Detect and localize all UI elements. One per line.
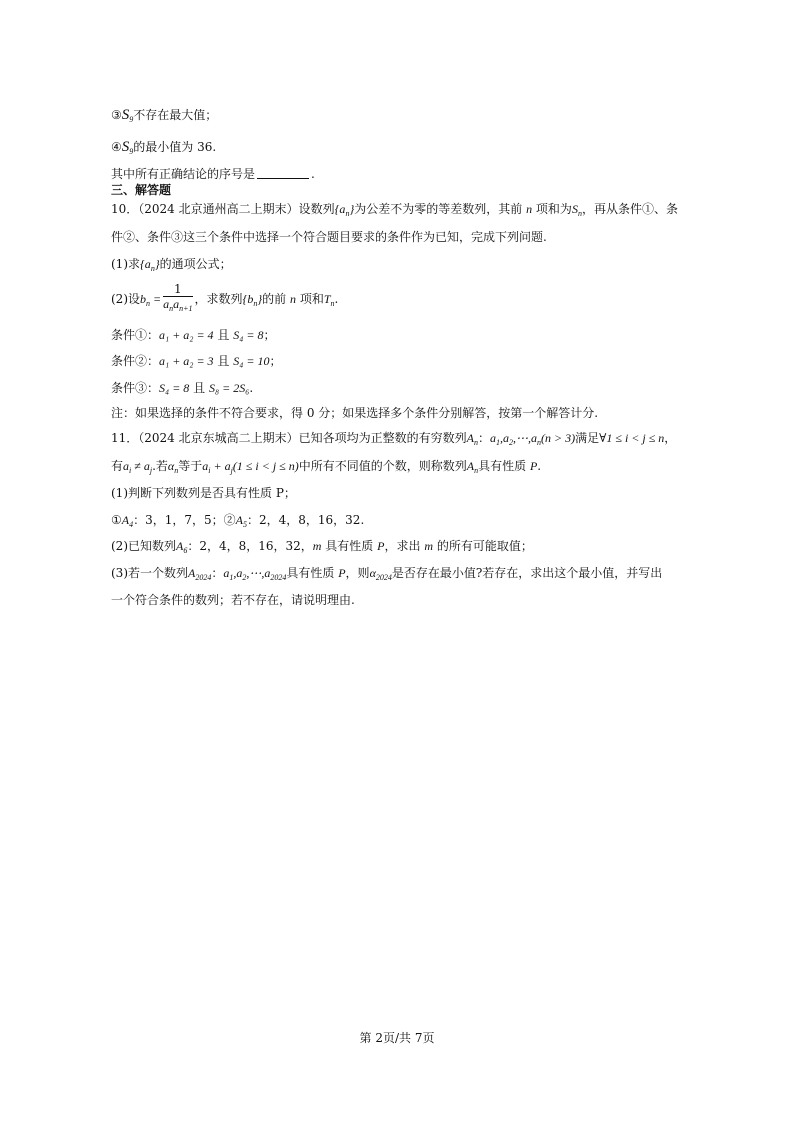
seq-An: $A_n$ — [466, 431, 478, 447]
s9-symbol: $S_9$ — [121, 107, 134, 124]
bn-def: $b_n$ = — [140, 292, 162, 308]
seq-A6: $A_6$ — [176, 539, 188, 555]
q11-t1: 满足 — [575, 431, 600, 445]
seq-An-2: $A_n$ — [466, 459, 479, 475]
var-sn: $S_n$ — [571, 202, 582, 218]
seq-an: $\{a_n\}$ — [334, 202, 355, 218]
alpha-n: $\alpha_n$ — [167, 459, 179, 475]
q10-t2: 项和为 — [535, 202, 572, 216]
q10-part2: (2)设$b_n$ = $\frac{1}{a_na_{n+1}}$ ，求数列$\{b_n\}$的前 n 项和$T_n$. — [111, 283, 338, 316]
sum-expr: $a_i + a_j(1 \le i < j \le n)$ — [202, 459, 299, 475]
statement-3 — [111, 107, 217, 128]
condition-1-label: 条件①： — [111, 328, 160, 342]
q11-part1: (1)判断下列数列是否具有性质 P； — [111, 486, 296, 500]
ai-neq-aj: $a_i \ne a_j$ — [123, 459, 153, 475]
q11-examples: $①A_4$：3，1，7，5；$②A_5$：2，4，8，16，32. — [111, 513, 365, 529]
q10-p2c: 的前 — [262, 292, 287, 306]
marker-3: ③ — [111, 108, 122, 122]
q11-part3-line2: 一个符合条件的数列；若不存在，请说明理由. — [111, 593, 355, 607]
q10-lead: 10．（2024 北京通州高二上期末）设数列 — [111, 202, 335, 216]
q10-p1b: 的通项公式； — [159, 257, 232, 271]
q10-line1 — [111, 201, 678, 222]
condition-2-label: 条件②： — [111, 354, 160, 368]
condition-3-eq: S₄ = 8 — [159, 381, 190, 395]
q10-note: 注：如果选择的条件不符合要求，得 0 分；如果选择多个条件分别解答，按第一个解答计分. — [111, 406, 599, 420]
q11-part2: (2)已知数列$A_6$：2，4，8，16，32，m 具有性质 P，求出 m 的所有可能取值； — [111, 539, 533, 555]
statement-4-text: 的最小值为 36. — [133, 140, 217, 154]
q10-t1: 为公差不为零的等差数列，其前 — [354, 202, 523, 216]
condition-2-s4: S₄ = 10 — [233, 354, 270, 368]
q11-line1: 11．（2024 北京东城高二上期末）已知各项均为正整数的有穷数列$A_n$：$a_1,a_2,\cdots,a_n(n > 3)$满足∀1 ≤ i < j ≤ n， — [111, 431, 677, 447]
q11-line2: 有$a_i \ne a_j$.若$\alpha_n$等于$a_i + a_j(1 \le i < j \le n)$中所有不同值的个数，则称数列$A_n$具有性质 P. — [111, 459, 542, 475]
answer-prompt: 其中所有正确结论的序号是 . — [111, 167, 315, 181]
q10-t3: ，再从条件①、条 — [581, 202, 678, 216]
q10-line2: 件②、条件③这三个条件中选择一个符合题目要求的条件作为已知，完成下列问题. — [111, 230, 547, 244]
fraction-bn: $\frac{1}{a_na_{n+1}}$ — [163, 282, 193, 313]
condition-1-s4: S₄ = 8 — [233, 328, 264, 342]
s9-symbol-2: $S_9$ — [121, 139, 134, 156]
q11-cond: ∀1 ≤ i < j ≤ n — [599, 431, 665, 445]
condition-1-eq: a₁ + a₂ = 4 — [159, 328, 214, 342]
section-heading: 三、解答题 — [111, 183, 172, 197]
seq-an-2: $\{a_n\}$ — [140, 257, 160, 273]
alpha-2024: $\alpha_{2024}$ — [369, 566, 392, 582]
var-tn: $T_n$ — [323, 292, 335, 308]
var-n-2: n — [290, 292, 296, 306]
page-footer: 第 2页/共 7页 — [359, 1031, 435, 1045]
q10-p2a: (2)设 — [111, 292, 140, 306]
seq-terms: $a_1,a_2,\cdots,a_n(n > 3)$ — [490, 431, 576, 447]
seq-A4: $A_4$ — [121, 513, 134, 529]
answer-blank[interactable] — [257, 167, 309, 179]
statement-4 — [111, 139, 216, 160]
condition-1: 条件①：a₁ + a₂ = 4 且 S₄ = 8； — [111, 328, 276, 342]
q10-part1 — [111, 256, 232, 277]
q10-p2b: ，求数列 — [194, 292, 243, 306]
seq-A2024: $A_{2024}$ — [188, 566, 212, 582]
marker-4: ④ — [111, 140, 122, 154]
seq-A5: $A_5$ — [235, 513, 247, 529]
condition-3-label: 条件③： — [111, 381, 160, 395]
q11-lead: 11．（2024 北京东城高二上期末）已知各项均为正整数的有穷数列 — [111, 431, 467, 445]
condition-2-eq: a₁ + a₂ = 3 — [159, 354, 214, 368]
var-n: n — [526, 202, 533, 216]
statement-3-text: 不存在最大值； — [133, 108, 218, 122]
q10-p1a: (1)求 — [111, 257, 140, 271]
seq-terms-2024: $a_1,a_2,\cdots,a_{2024}$ — [223, 566, 287, 582]
q10-p2d: 项和 — [299, 292, 324, 306]
prompt-text: 其中所有正确结论的序号是 — [111, 167, 256, 181]
q11-l2a: 有 — [111, 459, 124, 473]
condition-3: 条件③：S₄ = 8 且 S₈ = 2S₆. — [111, 381, 254, 395]
condition-2: 条件②：a₁ + a₂ = 3 且 S₄ = 10； — [111, 354, 282, 368]
q11-part3: (3)若一个数列$A_{2024}$：$a_1,a_2,\cdots,a_{2024}$具有性质 P，则$\alpha_{2024}$是否存在最小值?若存在，求出这个最小值，并写出 — [111, 566, 663, 582]
seq-bn: $\{b_n\}$ — [242, 292, 263, 308]
condition-3-s8: S₈ = 2S₆ — [208, 381, 250, 395]
